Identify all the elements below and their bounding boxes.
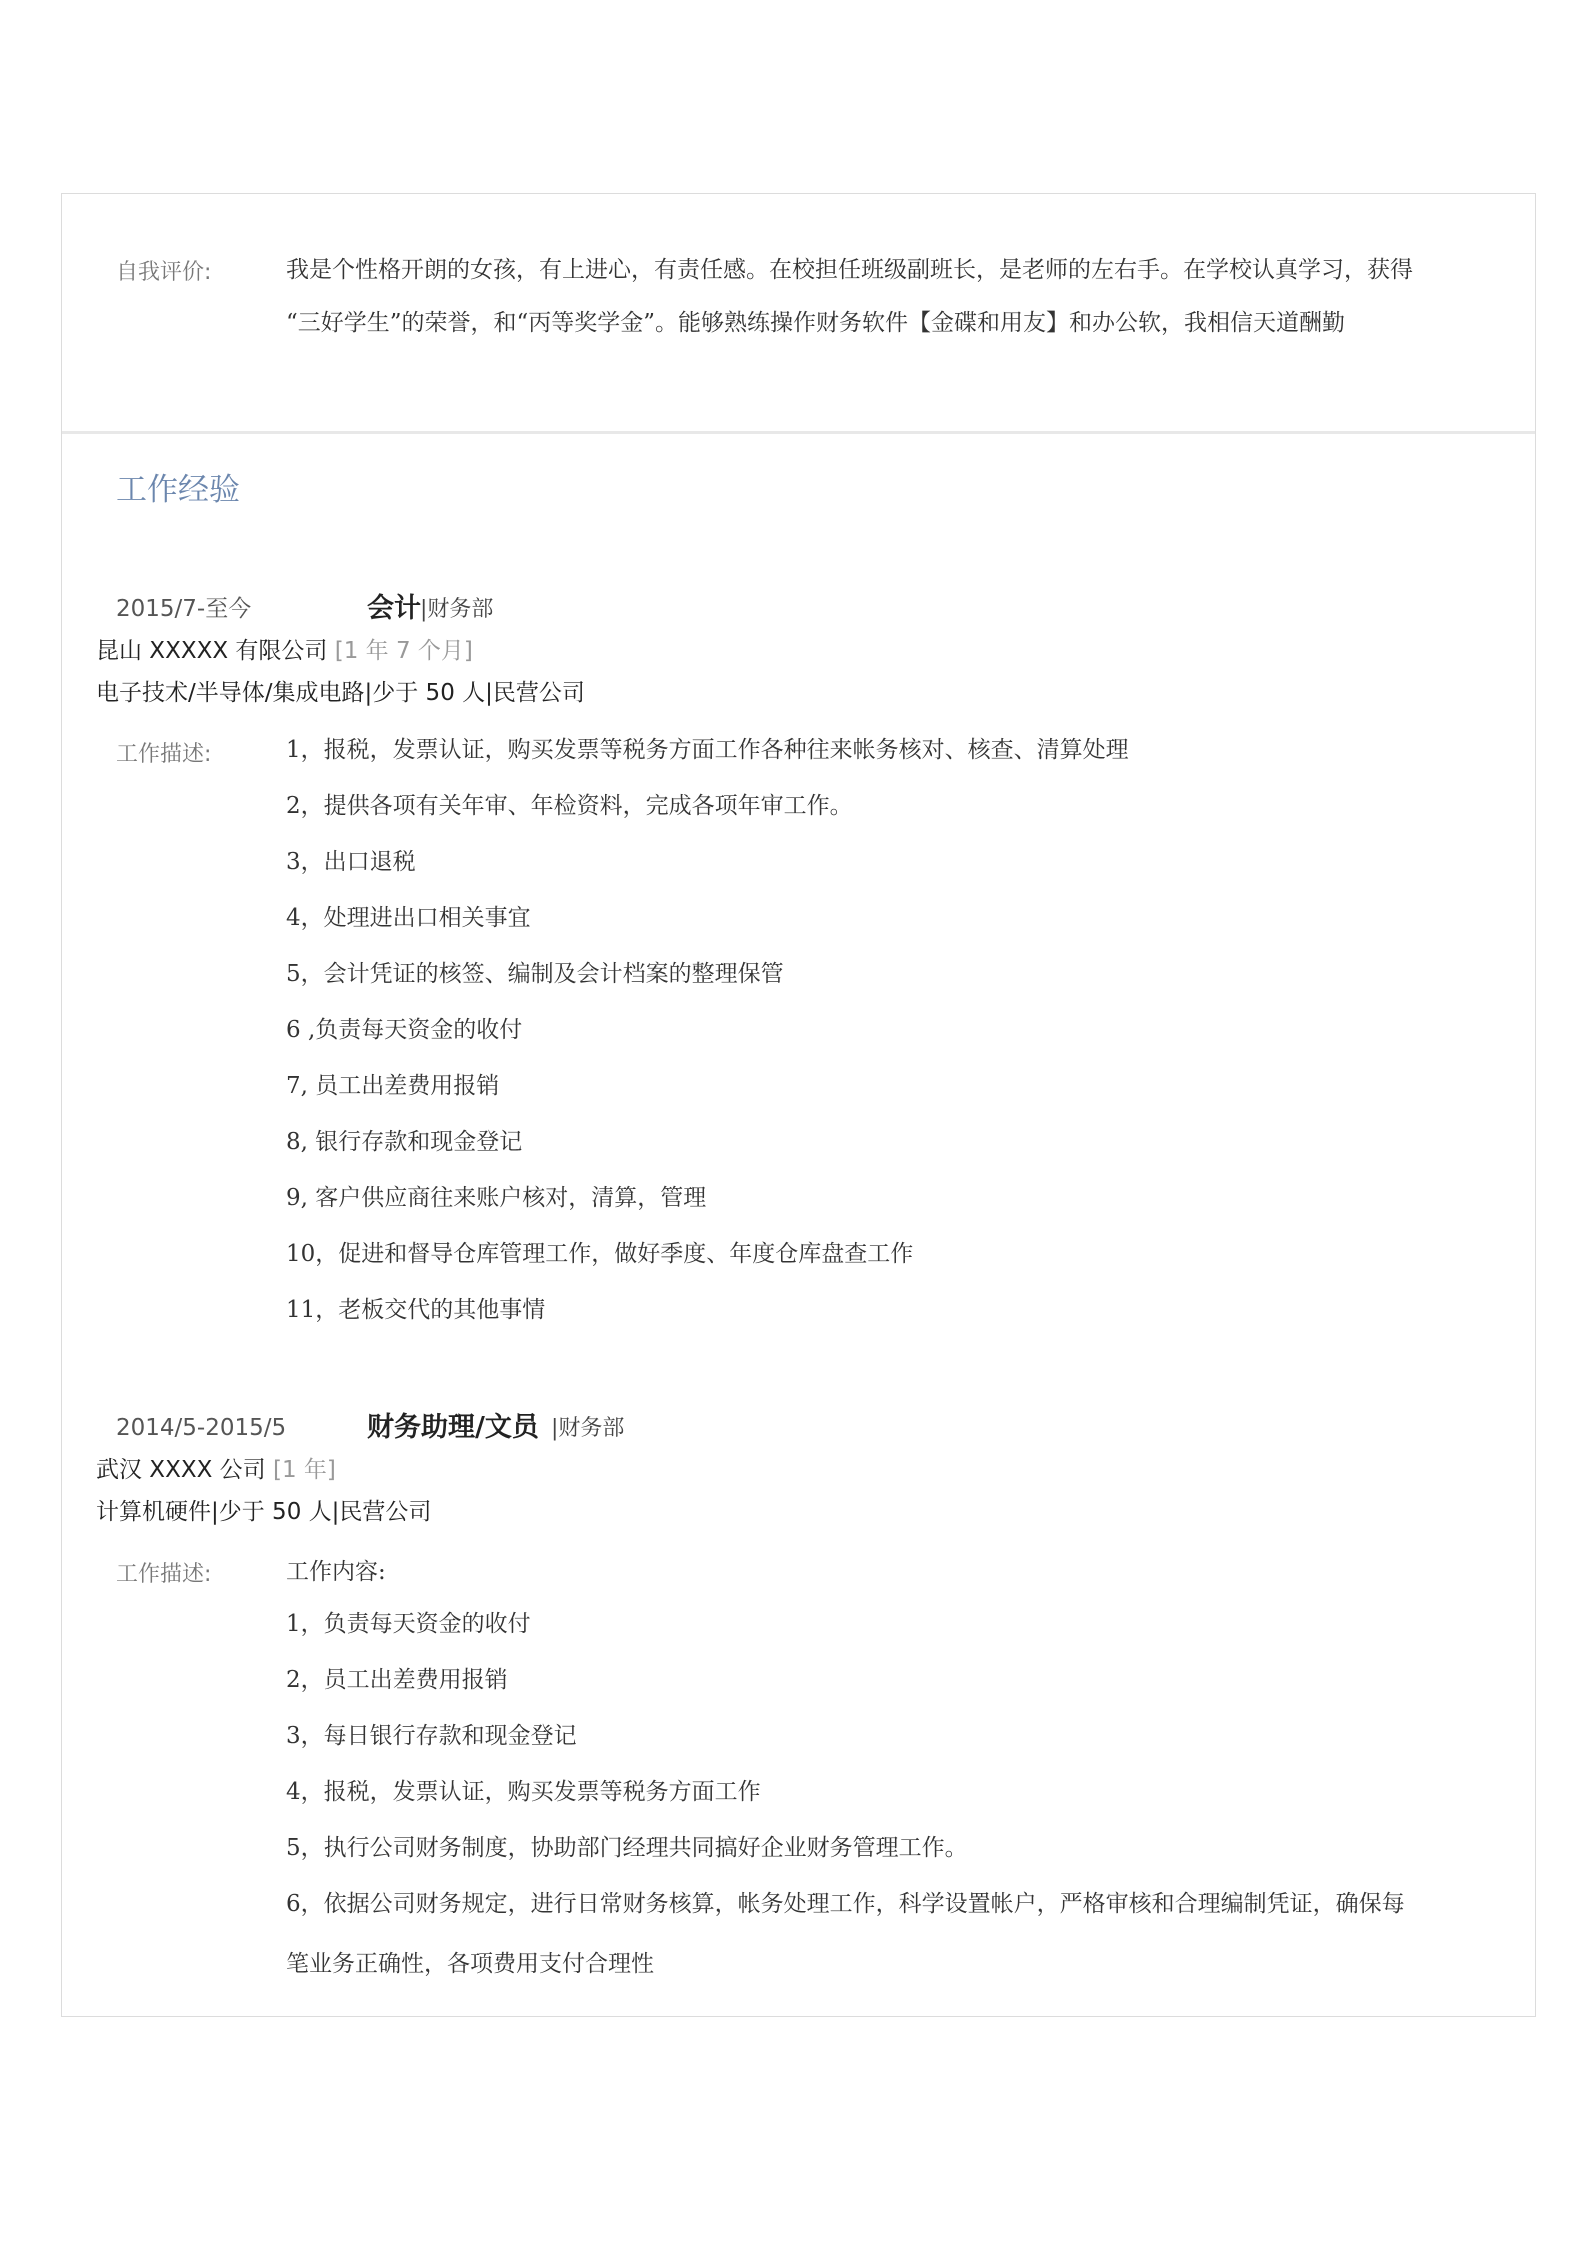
self-eval-line-1: 我是个性格开朗的女孩，有上进心，有责任感。在校担任班级副班长，是老师的左右手。在学校认真学习，获得 — [286, 257, 1413, 283]
section-title-work: 工作经验 — [116, 472, 240, 508]
desc-line: 1，负责每天资金的收付 — [286, 1611, 531, 1637]
industry-info: 电子技术/半导体/集成电路|少于 50 人|民营公司 — [96, 680, 585, 706]
entry-date: 2014/5-2015/5 — [116, 1415, 287, 1441]
company-line — [96, 1459, 336, 1482]
work-desc-label: 工作描述: — [116, 742, 212, 767]
desc-line: 6 ,负责每天资金的收付 — [286, 1017, 523, 1043]
company-line — [96, 640, 473, 663]
desc-line: 3，出口退税 — [286, 849, 416, 875]
desc-line: 6，依据公司财务规定，进行日常财务核算，帐务处理工作，科学设置帐户，严格审核和合理编制凭证，确保每 — [286, 1891, 1405, 1917]
job-title: 会计 — [367, 593, 421, 624]
desc-line: 5，会计凭证的核签、编制及会计档案的整理保管 — [286, 961, 784, 987]
resume-frame — [61, 193, 1536, 2017]
work-desc-label: 工作描述: — [116, 1562, 212, 1587]
desc-line: 7, 员工出差费用报销 — [286, 1073, 500, 1099]
desc-line: 4，报税，发票认证，购买发票等税务方面工作 — [286, 1779, 761, 1805]
self-eval-line-2: “三好学生”的荣誉，和“丙等奖学金”。能够熟练操作财务软件【金碟和用友】和办公软，我相信天道酬勤 — [286, 310, 1346, 336]
desc-line: 1，报税，发票认证，购买发票等税务方面工作各种往来帐务核对、核查、清算处理 — [286, 737, 1129, 763]
employment-duration: [1 年 7 个月] — [334, 638, 473, 664]
desc-line: 工作内容: — [286, 1559, 386, 1585]
desc-line: 笔业务正确性，各项费用支付合理性 — [286, 1951, 654, 1977]
section-divider — [62, 431, 1535, 434]
self-eval-label: 自我评价: — [116, 260, 212, 285]
desc-line: 2，提供各项有关年审、年检资料，完成各项年审工作。 — [286, 793, 853, 819]
company-name: 昆山 XXXXX 有限公司 — [96, 638, 328, 664]
job-department: |财务部 — [420, 597, 494, 622]
employment-duration: [1 年] — [272, 1457, 336, 1483]
desc-line: 4，处理进出口相关事宜 — [286, 905, 531, 931]
desc-line: 9, 客户供应商往来账户核对，清算，管理 — [286, 1185, 707, 1211]
desc-line: 2，员工出差费用报销 — [286, 1667, 508, 1693]
entry-date: 2015/7-至今 — [116, 596, 252, 622]
job-title: 财务助理/文员 — [367, 1412, 539, 1443]
desc-line: 3，每日银行存款和现金登记 — [286, 1723, 577, 1749]
desc-line: 11，老板交代的其他事情 — [286, 1297, 546, 1323]
desc-line: 5，执行公司财务制度，协助部门经理共同搞好企业财务管理工作。 — [286, 1835, 968, 1861]
job-department: |财务部 — [551, 1416, 625, 1441]
desc-line: 10，促进和督导仓库管理工作，做好季度、年度仓库盘查工作 — [286, 1241, 914, 1267]
desc-line: 8, 银行存款和现金登记 — [286, 1129, 523, 1155]
company-name: 武汉 XXXX 公司 — [96, 1457, 266, 1483]
industry-info: 计算机硬件|少于 50 人|民营公司 — [96, 1499, 432, 1525]
